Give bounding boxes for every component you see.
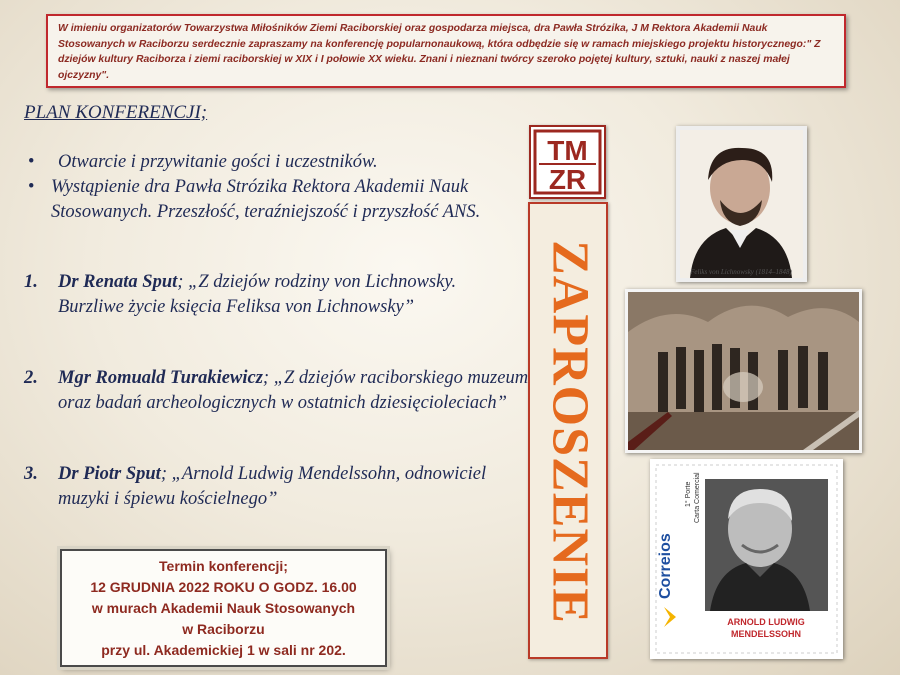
bullet-text: Wystąpienie dra Pawła Strózika Rektora Akademii Nauk Stosowanych. Przeszłość, teraźniejszość i przyszłość ANS. (51, 177, 481, 222)
bullet-item (28, 150, 508, 175)
conference-date-box (60, 549, 387, 667)
talk-speaker: Dr Piotr Sput (58, 464, 161, 484)
stamp-name-line1: ARNOLD LUDWIG (727, 617, 805, 627)
tmzr-logo (529, 125, 606, 199)
talk-title: „Z dziejów raciborskiego muzeum oraz badań archeologicznych w ostatnich dziesięcioleciach” (58, 368, 529, 413)
talk-separator: ; (262, 368, 270, 388)
date-line: 12 GRUDNIA 2022 ROKU O GODZ. 16.00 (90, 579, 357, 595)
portrait-image (680, 130, 803, 278)
bullet-marker: • (28, 177, 35, 197)
portrait-photo (676, 126, 807, 282)
logo-text-top: TM (547, 135, 588, 166)
portrait-caption: Feliks von Lichnowsky (1814–1848) (690, 268, 792, 276)
banner-title: ZAPROSZENIE (541, 240, 599, 624)
talk-speaker: Mgr Romuald Turakiewicz (58, 368, 263, 388)
talk-item (24, 270, 494, 320)
invitation-banner (528, 202, 608, 659)
logo-text-bottom: ZR (548, 164, 587, 195)
talk-item (24, 462, 504, 512)
intro-box (46, 14, 846, 88)
talk-speaker: Dr Renata Sput (58, 272, 178, 292)
date-heading: Termin konferencji; (159, 558, 288, 574)
plan-title: PLAN KONFERENCJI; (24, 102, 208, 123)
talk-separator: ; (160, 464, 167, 484)
talk-separator: ; (177, 272, 184, 292)
talk-item (24, 366, 529, 416)
bullet-marker: • (28, 152, 35, 172)
stamp-name-line2: MENDELSSOHN (730, 629, 802, 639)
mural-image (628, 292, 859, 450)
talk-title: „Z dziejów rodziny von Lichnowsky. Burzliwe życie księcia Feliksa von Lichnowsky” (58, 272, 457, 317)
mural-photo (625, 289, 862, 453)
address-line: przy ul. Akademickiej 1 w sali nr 202. (101, 642, 346, 658)
stamp-brand: Correios (657, 533, 674, 599)
city-line: w Raciborzu (182, 621, 265, 637)
stamp-image (650, 459, 843, 659)
talk-number: 2. (24, 368, 38, 388)
bullet-text: Otwarcie i przywitanie gości i uczestników. (58, 152, 378, 172)
stamp-porte: 1° Porte (685, 481, 692, 507)
mendelssohn-stamp (650, 459, 843, 659)
intro-text: W imieniu organizatorów Towarzystwa Miłośników Ziemi Raciborskiej oraz gospodarza miejsca, dra Pawła Strózika, J M Rektora Akademii Nauk Stosowanych w Raciborzu serdecznie zapraszamy na konferencję popularnonaukową, która odbędzie się w ramach miejskiego projektu historycznego:" Z dziejów kultury Raciborza i ziemi raciborskiej w XIX i I połowie XX wieku. Znani i nieznani twórcy szeroko pojętej kultury, sztuki, nauki z naszej małej ojczyzny". (58, 23, 821, 81)
talk-title: „Arnold Ludwig Mendelssohn, odnowiciel muzyki i śpiewu kościelnego” (58, 464, 487, 509)
stamp-porte-sub: Carta Comercial (694, 472, 701, 523)
talk-number: 1. (24, 272, 38, 292)
venue-line: w murach Akademii Nauk Stosowanych (91, 600, 356, 616)
tmzr-logo-graphic (531, 127, 604, 197)
talk-number: 3. (24, 464, 38, 484)
bullet-item (28, 175, 518, 225)
